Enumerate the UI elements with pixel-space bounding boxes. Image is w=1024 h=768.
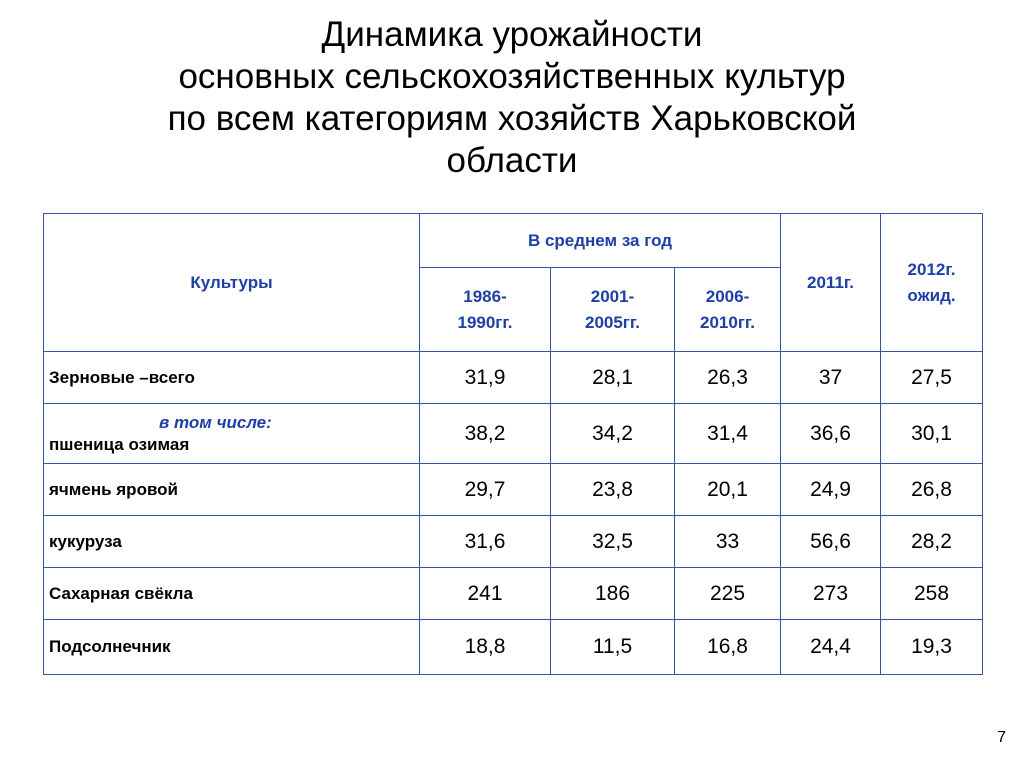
cell-value: 28,2 <box>881 516 983 568</box>
cell-value: 26,3 <box>675 352 781 404</box>
header-average: В среднем за год <box>420 214 781 268</box>
table-row <box>44 568 983 620</box>
cell-value: 16,8 <box>675 620 781 675</box>
period-line2: 1990гг. <box>457 312 513 332</box>
header-crops: Культуры <box>44 214 420 352</box>
header-period-1986 <box>420 268 551 352</box>
page-number: 7 <box>997 729 1006 746</box>
period-line1: 1986- <box>463 286 507 306</box>
cell-value: 11,5 <box>551 620 675 675</box>
title-line: области <box>446 141 578 180</box>
row-name: кукуруза <box>44 516 420 568</box>
row-name-group <box>44 404 420 464</box>
cell-value: 34,2 <box>551 404 675 464</box>
table-row <box>44 464 983 516</box>
cell-value: 20,1 <box>675 464 781 516</box>
cell-value: 56,6 <box>781 516 881 568</box>
title-line: Динамика урожайности <box>321 15 703 54</box>
cell-value: 29,7 <box>420 464 551 516</box>
period-line1: 2001- <box>590 286 635 306</box>
row-name: ячмень яровой <box>44 464 420 516</box>
header-2012-line1: 2012г. <box>907 259 956 279</box>
table-row <box>44 516 983 568</box>
cell-value: 18,8 <box>420 620 551 675</box>
cell-value: 186 <box>551 568 675 620</box>
cell-value: 31,9 <box>420 352 551 404</box>
cell-value: 19,3 <box>881 620 983 675</box>
title-line: по всем категориям хозяйств Харьковской <box>167 99 857 138</box>
title-line: основных сельскохозяйственных культур <box>178 57 846 96</box>
cell-value: 36,6 <box>781 404 881 464</box>
cell-value: 225 <box>675 568 781 620</box>
cell-value: 28,1 <box>551 352 675 404</box>
cell-value: 32,5 <box>551 516 675 568</box>
header-2012-line2: ожид. <box>907 285 956 305</box>
period-line1: 2006- <box>705 286 750 306</box>
row-name: пшеница озимая <box>49 434 190 454</box>
cell-value: 37 <box>781 352 881 404</box>
cell-value: 24,4 <box>781 620 881 675</box>
cell-value: 24,9 <box>781 464 881 516</box>
yield-table <box>43 213 983 675</box>
row-name: Подсолнечник <box>44 620 420 675</box>
cell-value: 30,1 <box>881 404 983 464</box>
cell-value: 33 <box>675 516 781 568</box>
cell-value: 31,4 <box>675 404 781 464</box>
cell-value: 31,6 <box>420 516 551 568</box>
header-period-2001 <box>551 268 675 352</box>
cell-value: 258 <box>881 568 983 620</box>
row-name: Зерновые –всего <box>44 352 420 404</box>
cell-value: 23,8 <box>551 464 675 516</box>
slide-title <box>0 14 1024 182</box>
cell-value: 38,2 <box>420 404 551 464</box>
period-line2: 2005гг. <box>584 312 640 332</box>
table-row <box>44 620 983 675</box>
cell-value: 27,5 <box>881 352 983 404</box>
cell-value: 26,8 <box>881 464 983 516</box>
table-row <box>44 352 983 404</box>
header-2012 <box>881 214 983 352</box>
row-note: в том числе: <box>159 412 272 432</box>
header-period-2006 <box>675 268 781 352</box>
table-row <box>44 404 983 464</box>
row-name: Сахарная свёкла <box>44 568 420 620</box>
header-2011: 2011г. <box>781 214 881 352</box>
cell-value: 241 <box>420 568 551 620</box>
cell-value: 273 <box>781 568 881 620</box>
period-line2: 2010гг. <box>700 312 756 332</box>
